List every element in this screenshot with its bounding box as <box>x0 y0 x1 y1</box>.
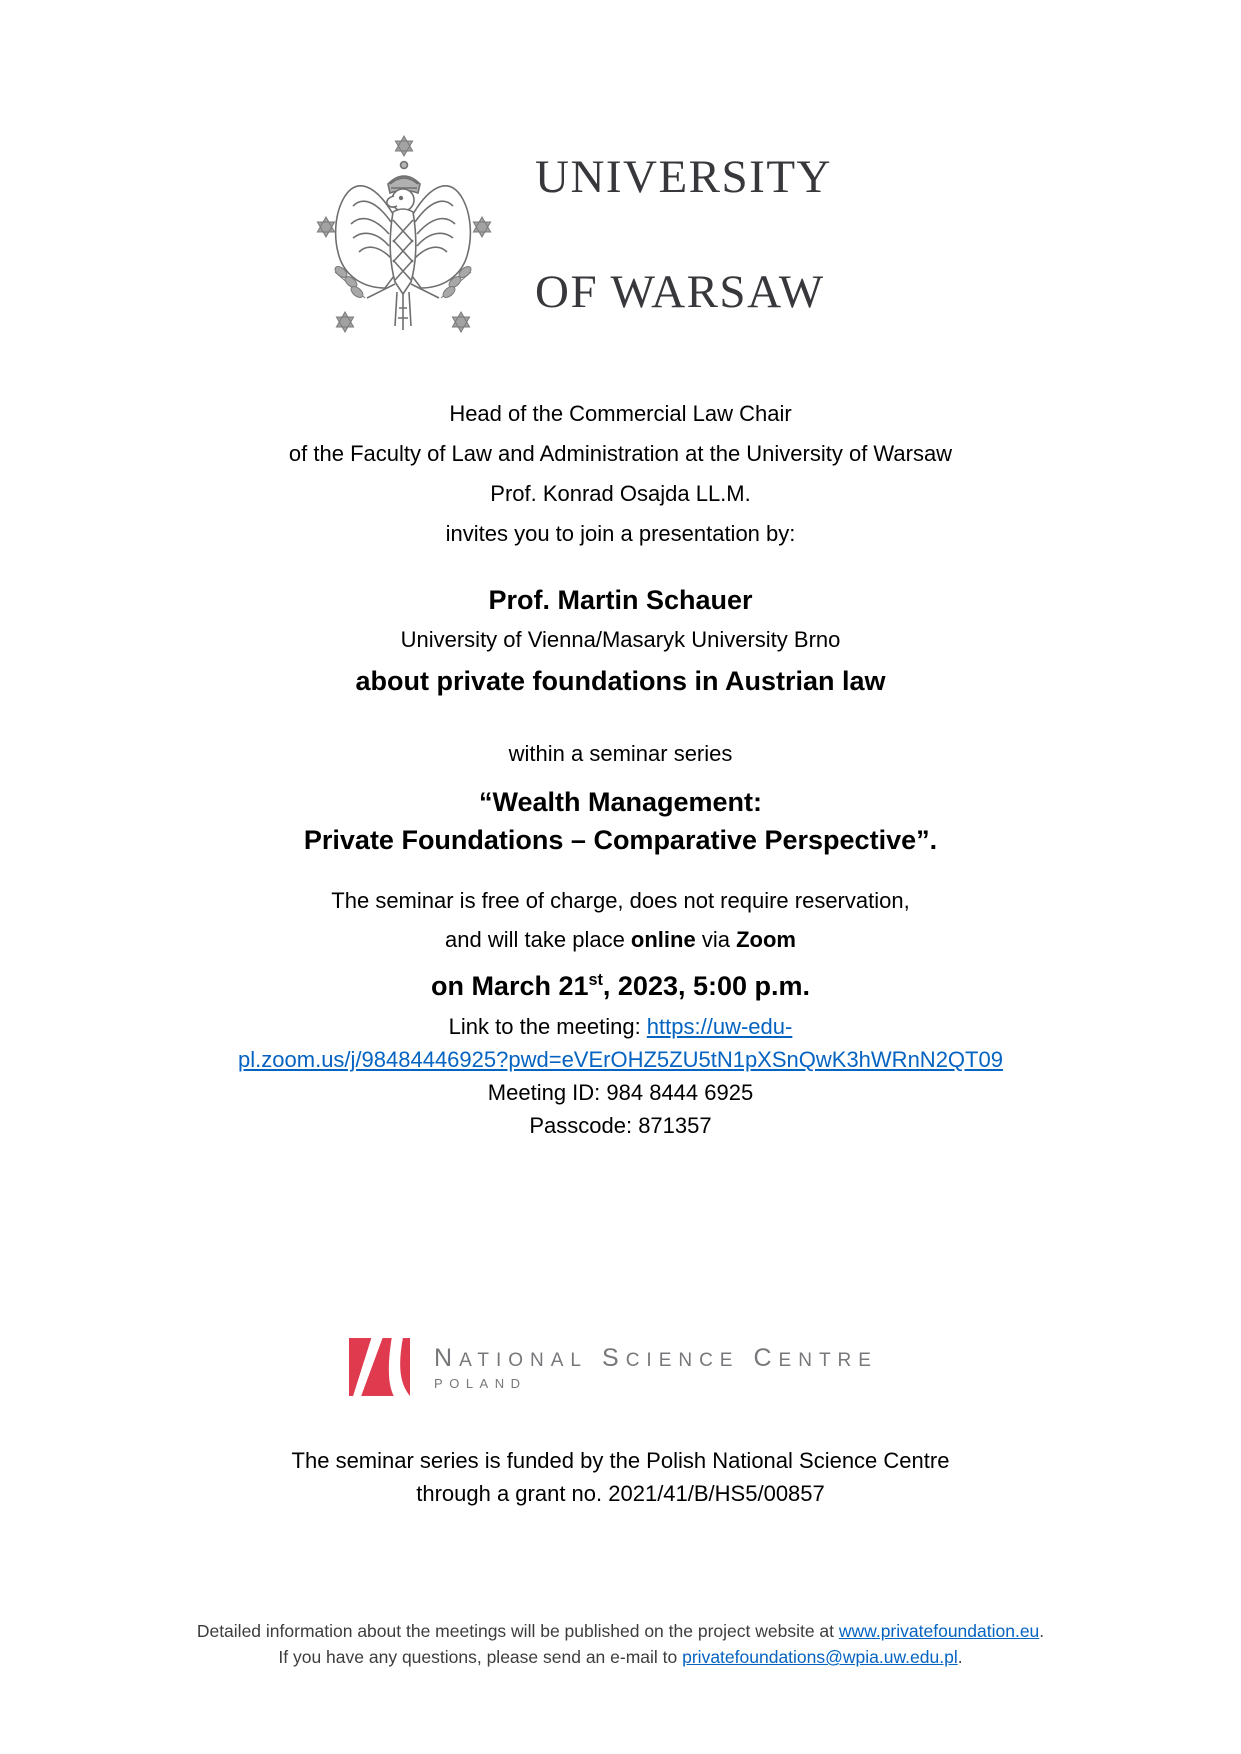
footer-line-2 <box>0 1644 1241 1670</box>
meeting-id: Meeting ID: 984 8444 6925 <box>487 1080 754 1105</box>
details-free-line: The seminar is free of charge, does not require reservation, <box>331 888 910 913</box>
details-date-line <box>0 965 1241 1001</box>
nsc-name-word: SCIENCE <box>602 1344 740 1372</box>
footer-text-2: If you have any questions, please send an e-mail to <box>278 1647 683 1667</box>
nsc-name-word: CENTRE <box>753 1344 878 1372</box>
uw-wordmark <box>535 149 832 321</box>
date-text-1: on March 21 <box>430 971 589 1001</box>
intro-section <box>0 402 1241 545</box>
funding-line-2: through a grant no. 2021/41/B/HS5/00857 <box>416 1481 825 1506</box>
uw-wordmark-line1: UNIVERSITY <box>535 151 832 203</box>
intro-line-1: Head of the Commercial Law Chair <box>449 401 792 426</box>
series-title-line2: Private Foundations – Comparative Perspective”. <box>303 825 938 855</box>
intro-line-4: invites you to join a presentation by: <box>445 521 796 546</box>
contact-email-link[interactable]: privatefoundations@wpia.uw.edu.pl <box>682 1647 958 1667</box>
funding-section <box>0 1444 1241 1510</box>
intro-line-3: Prof. Konrad Osajda LL.M. <box>490 481 751 506</box>
date-ordinal-sup: st <box>588 971 603 989</box>
details-section <box>0 889 1241 1001</box>
details-place-line <box>0 928 1241 952</box>
nsc-name-word: NATIONAL <box>434 1344 588 1372</box>
meeting-link-label: Link to the meeting: <box>448 1014 647 1039</box>
funding-line-1: The seminar series is funded by the Polish National Science Centre <box>291 1448 950 1473</box>
nsc-country: POLAND <box>434 1376 527 1391</box>
date-text-2: , 2023, 5:00 p.m. <box>602 971 811 1001</box>
project-website-link[interactable]: www.privatefoundation.eu <box>838 1621 1040 1641</box>
speaker-topic: about private foundations in Austrian law <box>355 666 886 696</box>
footer-period-2: . <box>957 1647 963 1667</box>
zoom-meeting-link-line2[interactable]: pl.zoom.us/j/98484446925?pwd=eVErOHZ5ZU5tN1pXSnQwK3hWRnN2QT09 <box>238 1047 1003 1072</box>
nsc-name <box>434 1344 892 1373</box>
footer-period-1: . <box>1039 1621 1045 1641</box>
series-lead: within a seminar series <box>508 741 733 766</box>
meeting-link-line <box>0 1010 1241 1076</box>
nsc-logo-text <box>434 1338 892 1391</box>
uw-eagle-emblem-icon <box>305 132 501 338</box>
footer-text-1: Detailed information about the meetings will be published on the project website at <box>196 1621 839 1641</box>
footer-line-1 <box>0 1618 1241 1644</box>
series-section <box>0 742 1241 859</box>
speaker-affiliation: University of Vienna/Masaryk University Brno <box>400 627 841 652</box>
intro-line-2: of the Faculty of Law and Administration at the University of Warsaw <box>288 441 953 466</box>
speaker-name: Prof. Martin Schauer <box>488 585 753 615</box>
meeting-passcode: Passcode: 871357 <box>529 1113 712 1138</box>
footer-section <box>0 1618 1241 1670</box>
series-title-line1: “Wealth Management: <box>478 787 763 817</box>
uw-wordmark-line2: OF WARSAW <box>535 265 825 318</box>
place-online: online <box>630 927 696 952</box>
meeting-section <box>0 1010 1241 1142</box>
place-zoom: Zoom <box>736 927 796 952</box>
place-text-2: via <box>695 927 737 952</box>
nsc-logo-mark-icon <box>349 1338 410 1396</box>
uw-logo <box>0 0 1189 338</box>
speaker-section <box>0 585 1241 696</box>
series-title <box>0 783 1241 859</box>
place-text-1: and will take place <box>445 927 631 952</box>
zoom-meeting-link-line1[interactable]: https://uw-edu- <box>646 1014 793 1039</box>
nsc-logo <box>0 1338 1241 1396</box>
